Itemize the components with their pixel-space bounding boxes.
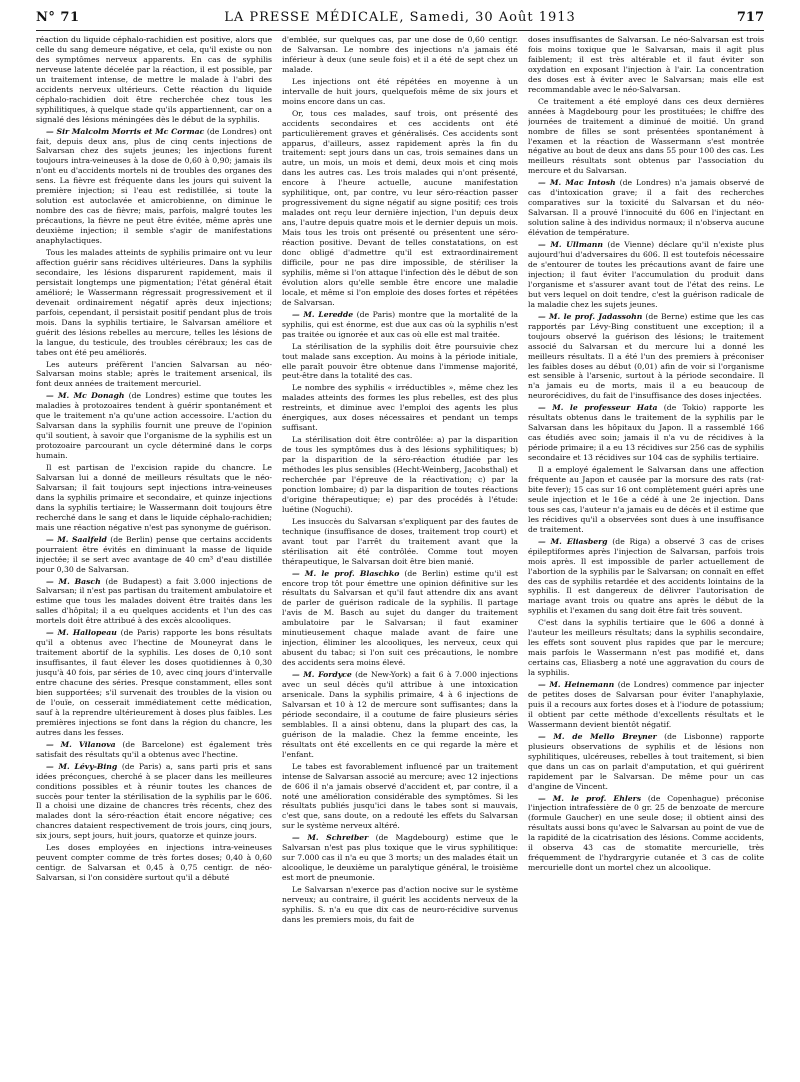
paragraph (282, 670, 518, 760)
speaker-name: — M. Mc Donagh (46, 391, 125, 401)
speaker-name: — M. Leredde (292, 309, 354, 319)
paragraph-text: Le Salvarsan n'exerce pas d'action nocive sur le système nerveux; au contraire, il guérit les accidents nerveux de la syphilis. S. n'a eu que dix cas de neuro-récidive survenus dans les premiers mois, du fait de (282, 885, 518, 924)
paragraph (528, 680, 764, 730)
paragraph-text: Les auteurs préfèrent l'ancien Salvarsan au néo-Salvarsan moins stable; après le traitement arsenical, ils font deux années de traitement mercuriel. (36, 359, 272, 389)
paragraph-text: (de New-York) a fait 6 à 7.000 injections avec un seul décès qu'il attribue à une intoxication arsenicale. Dans la syphilis primaire, 4 à 6 injections de Salvarsan et 10 à 12 de mercure sont suffisantes; dans la période secondaire, il a coutume de faire plusieurs séries semblables. Il a ainsi obtenu, dans la plupart des cas, la guérison de la maladie. Chez la femme enceinte, les résultats ont été excellents en ce qui regarde la mère et l'enfant. (282, 670, 518, 759)
paragraph (282, 310, 518, 340)
page-number-right: 717 (736, 10, 764, 25)
column-2 (282, 35, 518, 1071)
column-3 (528, 35, 764, 1071)
paragraph-text: (de Londres) ont fait, depuis deux ans, plus de cinq cents injections de Salvarsan chez des sujets jeunes; les injections furent toujours intra-veineuses à la dose de 0,60 à 0,90; jamais ils n'ont eu d'accidents mortels ni de troubles des organes des sens. La fièvre est fréquente dans les jours qui suivent la première injection; si l'eau est redistillée, si toute la solution est autoclavée et amicrobienne, on diminue le nombre des cas de fièvre; mais, parfois, malgré toutes les précautions, la fièvre ne peut être évitée, même après une deuxième injection; il semble s'agir de manifestations anaphylactiques. (36, 126, 272, 246)
paragraph (36, 463, 272, 533)
paragraph (282, 35, 518, 75)
paragraph (282, 885, 518, 925)
paragraph-text: Il est partisan de l'excision rapide du chancre. Le Salvarsan lui a donné de meilleurs résultats que le néo-Salvarsan; il fait toujours sept injections intra-veineuses dans la syphilis primaire et secondaire, et quinze injections dans la syphilis tertiaire; le Wassermann doit toujours être recherché dans le sang et dans le liquide céphalo-rachidien; mais une réaction négative n'est pas synonyme de guérison. (36, 463, 272, 532)
paragraph (282, 833, 518, 883)
paragraph (528, 794, 764, 874)
paragraph-text: (de Barcelone) est également très satisfait des résultats qu'il a obtenus avec l'hectine. (36, 739, 272, 759)
page-number-left: N° 71 (36, 10, 80, 25)
paragraph (36, 127, 272, 246)
paragraph-text: Tous les malades atteints de syphilis primaire ont vu leur affection guérir sans récidives ultérieures. Dans la syphilis secondaire, les lésions disparurent rapidement, mais il persistait longtemps une pigmentation; l'état général était amélioré; le Wassermann régressait progressivement et il devenait ordinairement négatif après deux injections; parfois, cependant, il persistait positif pendant plus de trois mois. Dans la syphilis tertiaire, le Salvarsan améliore et guérit des lésions rebelles au mercure, telles les lésions de la langue, du testicule, des troubles cérébraux; les cas de tabes ont été peu améliorés. (36, 248, 272, 357)
paragraph (36, 360, 272, 390)
paragraph-text: (de Berne) estime que les cas rapportés par Lévy-Bing constituent une exception; il a toujours observé la guérison des lésions; le traitement associé du Salvarsan et du mercure lui a donné les meilleurs résultats. Il a été l'un des premiers à préconiser les faibles doses au début (0,01) afin de voir si l'organisme est sensible à l'arsenic, surtout à la période secondaire. Il n'a jamais eu de morts, mais il a eu beaucoup de neurorécidives, du fait de l'insuffisance des doses injectées. (528, 311, 764, 401)
paragraph-text: Les insuccès du Salvarsan s'expliquent par des fautes de technique (insuffisance de doses, traitement trop court) et avant tout par l'arrêt du traitement avant que la stérilisation ait été contrôlée. Comme tout moyen thérapeutique, le Salvarsan doit être bien manié. (282, 516, 518, 566)
speaker-name: — M. le prof. Ehlers (538, 793, 642, 803)
speaker-name: — M. Schreiber (292, 833, 369, 843)
paragraph (528, 618, 764, 678)
paragraph-text: Le tabes est favorablement influencé par un traitement intense de Salvarsan associé au mercure; avec 12 injections de 606 il n'a jamais observé d'accident et, par contre, il a noté une amélioration considérable des symptômes. Si les résultats publiés jusqu'ici dans le tabes sont si mauvais, c'est que, sans doute, on a redouté les effets du Salvarsan sur le système nerveux altéré. (282, 761, 518, 831)
paragraph (36, 762, 272, 842)
paragraph (528, 465, 764, 535)
paragraph (528, 403, 764, 463)
paragraph (528, 97, 764, 177)
paragraph-text: Il a employé également le Salvarsan dans une affection fréquente au Japon et causée par la morsure des rats (rat-bite fever); 15 cas sur 16 ont complètement guéri après une seule injection et le 16e a cédé à une 2e injection. Dans tous ses cas, l'auteur n'a jamais eu de décès et il estime que les récidives qu'il a observées sont dues à une insuffisance de traitement. (528, 465, 764, 534)
paragraph (528, 35, 764, 95)
paragraph-text: Les injections ont été répétées en moyenne à un intervalle de huit jours, quelquefois même de six jours et moins encore dans un cas. (282, 76, 518, 106)
paragraph (36, 248, 272, 357)
paragraph (282, 517, 518, 567)
paragraph (282, 435, 518, 515)
paragraph-text: La stérilisation doit être contrôlée: a) par la disparition de tous les symptômes dus à des lésions syphilitiques; b) par la disparition de la séro-réaction étudiée par les méthodes les plus sensibles (Hecht-Weinberg, Jacobsthal) et recherchée par l'épreuve de la réactivation; c) par la ponction lombaire; d) par la disparition de toutes réactions d'origine thérapeutique; e) par des procédés à l'étude: luétine (Noguchi). (282, 435, 518, 514)
page-header (36, 8, 764, 31)
paragraph (36, 535, 272, 575)
speaker-name: — Sir Malcolm Morris et Mc Cormac (46, 126, 205, 136)
paragraph-text: (de Londres) commence par injecter de petites doses de Salvarsan pour éviter l'anaphylaxie, puis il a recours aux fortes doses et à l'iodure de potassium; il obtient par cette méthode d'excellents résultats et le Wassermann devient bientôt négatif. (528, 680, 764, 729)
paragraph (36, 843, 272, 883)
speaker-name: — M. le prof. Jadassohn (538, 311, 643, 321)
speaker-name: — M. Heinemann (538, 680, 615, 690)
paragraph-text: (de Paris) rapporte les bons résultats qu'il a obtenus avec l'hectine de Mouneyrat dans le traitement abortif de la syphilis. Les doses de 0,10 sont insuffisantes, il faut élever les doses quotidiennes à 0,30 jusqu'à 40 fois, par séries de 10, avec cinq jours d'intervalle entre chacune des séries. Presque constamment, elles sont bien supportées; s'il survenait des troubles de la vision ou de l'ouïe, on cesserait immédiatement cette médication, sauf à la reprendre ultérieurement à doses plus faibles. Les premières injections se font dans la région du chancre, les autres dans les fesses. (36, 628, 272, 737)
paragraph (282, 77, 518, 107)
paragraph (282, 383, 518, 433)
speaker-name: — M. Eliasberg (538, 536, 608, 546)
paragraph-text: (de Tokio) rapporte les résultats obtenus dans le traitement de la syphilis par le Salvarsan dans les hôpitaux du Japon. Il a rassemblé 166 cas étudiés avec soin; jamais il n'a vu de récidives à la période primaire; il a eu 13 récidives sur 256 cas de syphilis secondaire et 13 récidives sur 104 cas de syphilis tertiaire. (528, 403, 764, 463)
paragraph-text: (de Magdebourg) estime que le Salvarsan n'est pas plus toxique que le virus syphilitique: sur 7.000 cas il n'a eu que 3 morts; un des malades était un alcoolique, le deuxième un paralytique général, le troisième est mort de pneumonie. (282, 833, 518, 883)
paragraph-text: d'emblée, sur quelques cas, par une dose de 0,60 centigr. de Salvarsan. Le nombre des injections n'a jamais été inférieur à deux (une seule fois) et il a été de sept chez un malade. (282, 35, 518, 74)
paragraph (528, 312, 764, 402)
paragraph (528, 732, 764, 792)
paragraph (528, 537, 764, 617)
article-columns (36, 35, 764, 1071)
paragraph (528, 240, 764, 310)
paragraph-text: C'est dans la syphilis tertiaire que le 606 a donné à l'auteur les meilleurs résultats; dans la syphilis secondaire, les effets sont souvent plus rapides que par le mercure; mais parfois le Wassermann n'est pas modifié et, dans certains cas, Eliasberg a noté une aggravation du cours de la syphilis. (528, 618, 764, 678)
paragraph-text: (de Paris) a, sans parti pris et sans idées préconçues, cherché à se placer dans les meilleures conditions possibles et à réunir toutes les chances de succès pour tenter la stérilisation de la syphilis par le 606. Il a choisi une dizaine de chancres très récents, chez des malades dont la séro-réaction était encore négative; ces chancres dataient respectivement de trois jours, cinq jours, six jours, sept jours, huit jours, quatorze et quinze jours. (36, 761, 272, 841)
paragraph (282, 342, 518, 382)
paragraph-text: réaction du liquide céphalo-rachidien est positive, alors que celle du sang demeure négative, et cela, qu'il existe ou non des symptômes nerveux apparents. En cas de syphilis nerveuse latente décelée par la réaction, il est possible, par un traitement intense, de mettre le malade à l'abri des accidents nerveux ultérieurs. Cette réaction du liquide céphalo-rachidien doit être recherchée chez tous les syphilitiques, à quelque stade qu'ils appartiennent, car on a signalé des lésions méningées dès le début de la syphilis. (36, 35, 272, 124)
speaker-name: — M. Basch (46, 576, 101, 586)
paragraph-text: Or, tous ces malades, sauf trois, ont présenté des accidents secondaires et ces accidents ont été particulièrement graves et généralisés. Ces accidents sont apparus, d'ailleurs, assez rapidement après la fin du traitement: sept jours dans un cas, trois semaines dans un autre, un mois, un mois et demi, deux mois et cinq mois dans les autres cas. Les trois malades qui n'ont présenté, encore à l'heure actuelle, aucune manifestation syphilitique, ont, par contre, vu leur séro-réaction passer progressivement du signe négatif au signe positif; ces trois malades ont reçu leur dernière injection, l'un depuis deux ans, l'autre depuis quatre mois et le dernier depuis un mois. Mais tous les trois ont présenté ou présentent une séro-réaction positive. Devant de telles constatations, on est donc obligé d'admettre qu'il est extraordinairement difficile, pour ne pas dire impossible, de stériliser la syphilis, même si l'on attaque l'infection dès le début de son évolution alors qu'elle semble être encore une maladie locale, et même si l'on emploie des doses fortes et répétées de Salvarsan. (282, 108, 518, 307)
paragraph-text: (de Vienne) déclare qu'il n'existe plus aujourd'hui d'adversaires du 606. Il est toutefois nécessaire de s'entourer de toutes les précautions avant de faire une injection; il faut éviter l'accumulation du produit dans l'organisme et s'assurer avant tout de l'état des reins. Le but vers lequel on doit tendre, c'est la guérison radicale de la maladie chez les sujets jeunes. (528, 240, 764, 309)
paragraph-text: Les doses employées en injections intra-veineuses peuvent compter comme de très fortes doses; 0,40 à 0,60 centigr. de Salvarsan et 0,45 à 0,75 centigr. de néo-Salvarsan, si l'on considère surtout qu'il a débuté (36, 843, 272, 883)
paragraph (282, 762, 518, 832)
paragraph (528, 178, 764, 238)
speaker-name: — M. le professeur Hata (538, 403, 658, 413)
paragraph (36, 628, 272, 737)
paragraph-text: (de Riga) a observé 3 cas de crises épileptiformes après l'injection de Salvarsan, parfois trois mois après. Il est impossible de parler actuellement de l'abortion de la syphilis par le Salvarsan; on connaît en effet des cas de syphilis retardée et des accidents lointains de la syphilis. Il est dangereux de délivrer l'autorisation de mariage avant trois ou quatre ans après le début de la syphilis et l'examen du sang doit être fait très souvent. (528, 536, 764, 616)
paragraph (36, 577, 272, 627)
paragraph-text: doses insuffisantes de Salvarsan. Le néo-Salvarsan est trois fois moins toxique que le Salvarsan, mais il agit plus faiblement; il est très altérable et il faut éviter son oxydation en exposant l'injection à l'air. La concentration des doses est à éviter avec le Salvarsan; mais elle est recommandable avec le néo-Salvarsan. (528, 35, 764, 94)
paragraph (282, 109, 518, 308)
journal-title: LA PRESSE MÉDICALE, Samedi, 30 Août 1913 (224, 10, 576, 25)
paragraph-text: (de Paris) montre que la mortalité de la syphilis, qui est énorme, est due aux cas où la syphilis n'est pas traitée ou ignorée et aux cas où elle est mal traitée. (282, 309, 518, 339)
speaker-name: — M. Ullmann (538, 240, 603, 250)
paragraph (36, 740, 272, 760)
paragraph-text: La stérilisation de la syphilis doit être poursuivie chez tout malade sans exception. Au moins à la période initiale, elle paraît pouvoir être obtenue dans l'immense majorité, peut-être dans la totalité des cas. (282, 341, 518, 381)
speaker-name: — M. de Mello Breyner (538, 731, 657, 741)
speaker-name: — M. le prof. Blaschko (292, 568, 400, 578)
paragraph-text: (de Lisbonne) rapporte plusieurs observations de syphilis et de lésions non syphilitiques, ulcéreuses, rebelles à tout traitement, si bien que dans un cas on parlait d'amputation, et qui guérirent rapidement par le Salvarsan. De même pour un cas d'angine de Vincent. (528, 731, 764, 791)
paragraph (36, 391, 272, 461)
paragraph-text: (de Londres) estime que toutes les maladies à protozoaires tendent à guérir spontanément et que le traitement n'a qu'une action accessoire. L'action du Salvarsan dans la syphilis fournit une preuve de l'opinion qu'il soutient, à savoir que l'organisme de la syphilis est un protozoaire parcourant un cycle déterminé dans le corps humain. (36, 391, 272, 461)
paragraph-text: Ce traitement a été employé dans ces deux dernières années à Magdebourg pour les prostituées; le chiffre des journées de traitement a diminué de moitié. Un grand nombre de filles se sont présentées spontanément à l'examen et la réaction de Wassermann s'est montrée négative au bout de deux ans dans 55 pour 100 des cas. Les meilleurs résultats sont obtenus par l'association du mercure et du Salvarsan. (528, 96, 764, 176)
paragraph-text: Le nombre des syphilis « irréductibles », même chez les malades atteints des formes les plus rebelles, est des plus restreints, et diminue avec l'emploi des agents les plus énergiques, aux doses nécessaires et pendant un temps suffisant. (282, 383, 518, 433)
paragraph-text: (de Berlin) pense que certains accidents pourraient être évités en diminuant la masse de liquide injectée; il se sert avec avantage de 40 cm³ d'eau distillée pour 0,30 de Salvarsan. (36, 534, 272, 574)
speaker-name: — M. Hallopeau (46, 628, 117, 638)
paragraph (36, 35, 272, 125)
paragraph-text: (de Berlin) estime qu'il est encore trop tôt pour émettre une opinion définitive sur les résultats du Salvarsan et qu'il faut attendre dix ans avant de parler de guérison radicale de la syphilis. Il partage l'avis de M. Basch au sujet du danger du traitement ambulatoire par le Salvarsan; il faut examiner minutieusement chaque malade avant de faire une injection, éliminer les alcooliques, les nerveux, ceux qui abusent du tabac; si l'on suit ces précautions, le nombre des accidents sera moins élevé. (282, 568, 518, 668)
column-1 (36, 35, 272, 1071)
paragraph-text: (de Copenhague) préconise l'injection intrafessière de 0 gr. 25 de benzoate de mercure (formule Gaucher) en une seule dose; il obtient ainsi des résultats aussi bons qu'avec le Salvarsan au point de vue de la rapidité de la cicatrisation des lésions. Comme accidents, il observa 43 cas de stomatite mercurielle, très fréquemment de l'hydrargyrie cutanée et 3 cas de colite mercurielle dont un mortel chez un alcoolique. (528, 793, 764, 873)
speaker-name: — M. Lévy-Bing (46, 761, 118, 771)
paragraph-text: (de Londres) n'a jamais observé de cas d'intoxication grave; il a fait des recherches comparatives sur la toxicité du Salvarsan et du néo-Salvarsan. Il a prouvé l'innocuité du 606 en l'injectant en solution saline à des individus normaux; il n'observa aucune élévation de température. (528, 178, 764, 238)
speaker-name: — M. Saalfeld (46, 534, 107, 544)
paragraph (282, 569, 518, 669)
paragraph-text: (de Budapest) a fait 3.000 injections de Salvarsan; il n'est pas partisan du traitement ambulatoire et estime que tous les malades doivent être traités dans les salles d'hôpital; il a eu quelques accidents et l'un des cas mortels doit être attribué à des excès alcooliques. (36, 576, 272, 626)
speaker-name: — M. Mac Intosh (538, 178, 616, 188)
speaker-name: — M. Fordyce (292, 670, 352, 680)
speaker-name: — M. Vilanova (46, 739, 116, 749)
